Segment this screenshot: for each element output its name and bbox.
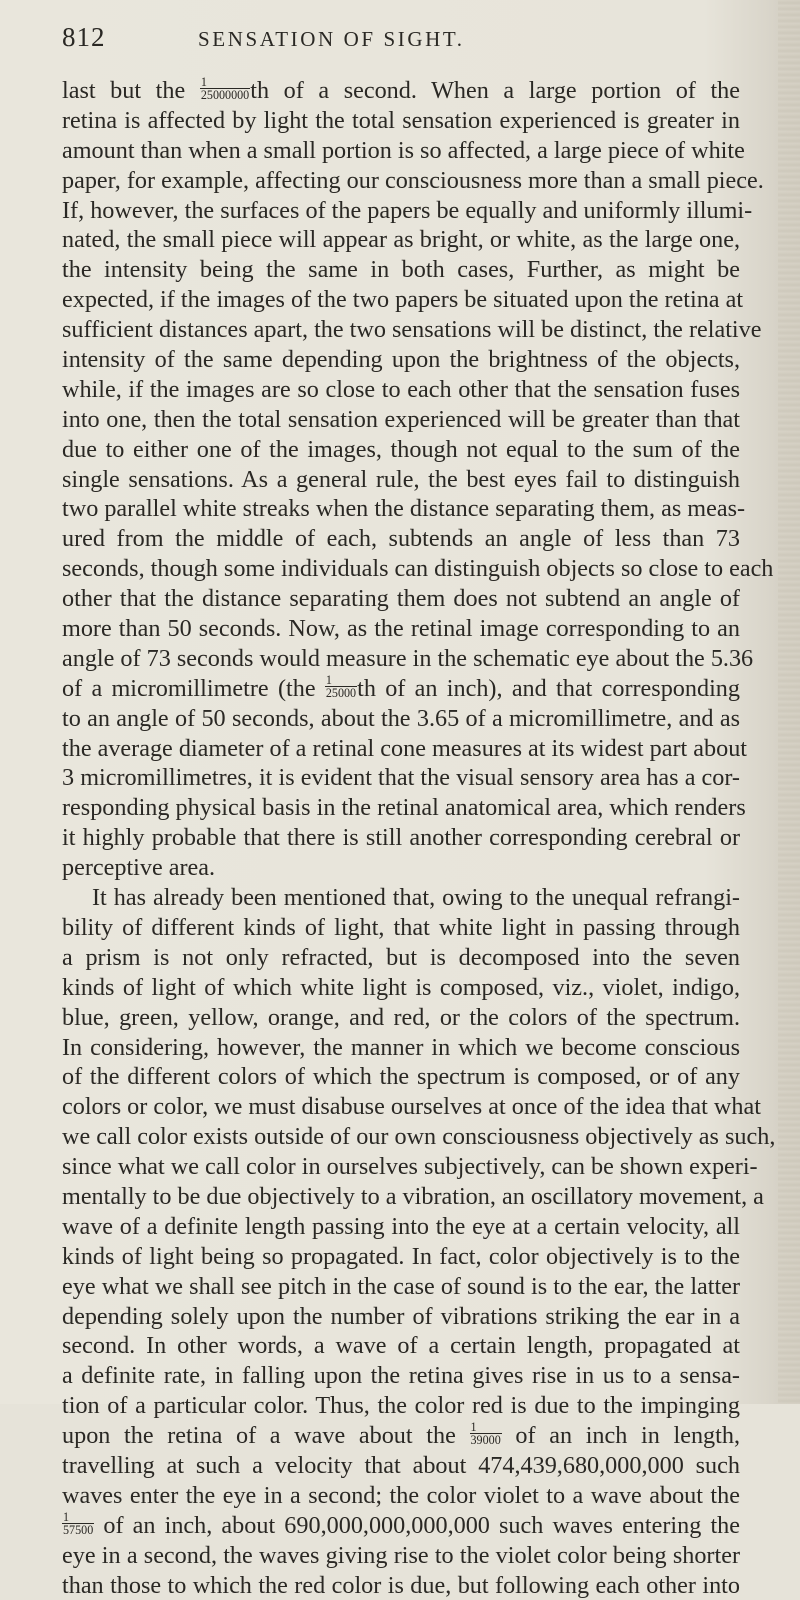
text-line: In considering, however, the manner in which we become conscious <box>62 1033 740 1061</box>
text-line: responding physical basis in the retinal anatomical area, which renders <box>62 794 746 822</box>
body-text <box>62 75 776 1600</box>
text-line: seconds, though some individuals can distinguish objects so close to each <box>62 555 774 583</box>
text-line: it highly probable that there is still another corresponding cerebral or <box>62 824 740 852</box>
page-edge-shadow <box>778 0 800 1404</box>
running-head: SENSATION OF SIGHT. <box>198 27 465 51</box>
text-line: tion of a particular color. Thus, the color red is due to the impinging <box>62 1392 740 1420</box>
text-line: wave of a definite length passing into the eye at a certain velocity, all <box>62 1212 740 1240</box>
text-line: more than 50 seconds. Now, as the retinal image corresponding to an <box>62 615 740 643</box>
page-header <box>62 22 742 58</box>
fraction: $\frac{1}{39000}$ <box>470 1420 501 1448</box>
text-line: nated, the small piece will appear as bright, or white, as the large one, <box>62 226 740 254</box>
text-line: perceptive area. <box>62 854 216 882</box>
text-line: depending solely upon the number of vibrations striking the ear in a <box>62 1302 740 1330</box>
text-line: of a micromillimetre (the $\frac{1}{25000}$ th of an inch), and that corresponding <box>62 672 740 702</box>
text-line: It has already been mentioned that, owing to the unequal refrangi- <box>92 884 740 912</box>
text-line: eye in a second, the waves giving rise to the violet color being shorter <box>62 1541 740 1569</box>
text-line: angle of 73 seconds would measure in the schematic eye about the 5.36 <box>62 644 754 672</box>
text-line: while, if the images are so close to each other that the sensation fuses <box>62 375 740 403</box>
text-line: we call color exists outside of our own consciousness objectively as such, <box>62 1123 776 1151</box>
text-line: the intensity being the same in both cases, Further, as might be <box>62 256 740 284</box>
text-line: kinds of light being so propagated. In fact, color objectively is to the <box>62 1242 740 1270</box>
text-line: other that the distance separating them does not subtend an angle of <box>62 585 740 613</box>
text-line: ured from the middle of each, subtends an angle of less than 73 <box>62 525 740 553</box>
text-line: amount than when a small portion is so affected, a large piece of white <box>62 136 745 164</box>
text-line: sufficient distances apart, the two sensations will be distinct, the relative <box>62 316 762 344</box>
fraction: $\frac{1}{57500}$ <box>63 1509 94 1537</box>
text-line: two parallel white streaks when the distance separating them, as meas- <box>62 495 746 523</box>
text-line: into one, then the total sensation experienced will be greater than that <box>62 405 740 433</box>
text-line: If, however, the surfaces of the papers be equally and uniformly illumi- <box>62 196 753 224</box>
text-line: than those to which the red color is due, but following each other into <box>62 1571 740 1599</box>
fraction: $\frac{1}{25000}$ <box>325 672 357 701</box>
text-line: since what we call color in ourselves subjectively, can be shown experi- <box>62 1153 758 1181</box>
text-line: colors or color, we must disabuse ourselves at once of the idea that what <box>62 1093 761 1121</box>
text-line: a definite rate, in falling upon the retina gives rise in us to a sensa- <box>62 1362 740 1390</box>
fraction: $\frac{1}{25000000}$ <box>200 75 250 103</box>
text-line: of the different colors of which the spectrum is composed, or of any <box>62 1063 740 1091</box>
text-line: second. In other words, a wave of a certain length, propagated at <box>62 1332 740 1360</box>
text-line: 3 micromillimetres, it is evident that the visual sensory area has a cor- <box>62 764 740 792</box>
text-line: bility of different kinds of light, that white light in passing through <box>62 913 740 941</box>
text-line: to an angle of 50 seconds, about the 3.65 of a micromillimetre, and as <box>62 704 740 732</box>
text-line: kinds of light of which white light is composed, viz., violet, indigo, <box>62 973 740 1001</box>
text-line: upon the retina of a wave about the $\frac{1}{39000}$ of an inch in length, <box>62 1420 740 1450</box>
text-line: a prism is not only refracted, but is decomposed into the seven <box>62 943 740 971</box>
text-line: due to either one of the images, though not equal to the sum of the <box>62 435 740 463</box>
text-line: travelling at such a velocity that about 474,439,680,000,000 such <box>62 1451 740 1479</box>
text-line: $\frac{1}{57500}$ of an inch, about 690,000,000,000,000 such waves entering the <box>63 1509 740 1539</box>
text-line: blue, green, yellow, orange, and red, or the colors of the spectrum. <box>62 1003 740 1031</box>
text-line: paper, for example, affecting our consciousness more than a small piece. <box>62 166 764 194</box>
text-line: the average diameter of a retinal cone measures at its widest part about <box>62 734 748 762</box>
text-line: mentally to be due objectively to a vibration, an oscillatory movement, a <box>62 1182 764 1210</box>
text-line: waves enter the eye in a second; the color violet to a wave about the <box>62 1481 740 1509</box>
page-number: 812 <box>62 22 106 52</box>
text-line: intensity of the same depending upon the brightness of the objects, <box>62 346 740 374</box>
text-line: eye what we shall see pitch in the case of sound is to the ear, the latter <box>62 1272 740 1300</box>
text-line: expected, if the images of the two papers be situated upon the retina at <box>62 286 744 314</box>
text-line: single sensations. As a general rule, the best eyes fail to distinguish <box>62 465 740 493</box>
text-line: last but the $\frac{1}{25000000}$ th of a second. When a large portion of the <box>62 75 741 104</box>
text-line: retina is affected by light the total sensation experienced is greater in <box>62 106 740 134</box>
